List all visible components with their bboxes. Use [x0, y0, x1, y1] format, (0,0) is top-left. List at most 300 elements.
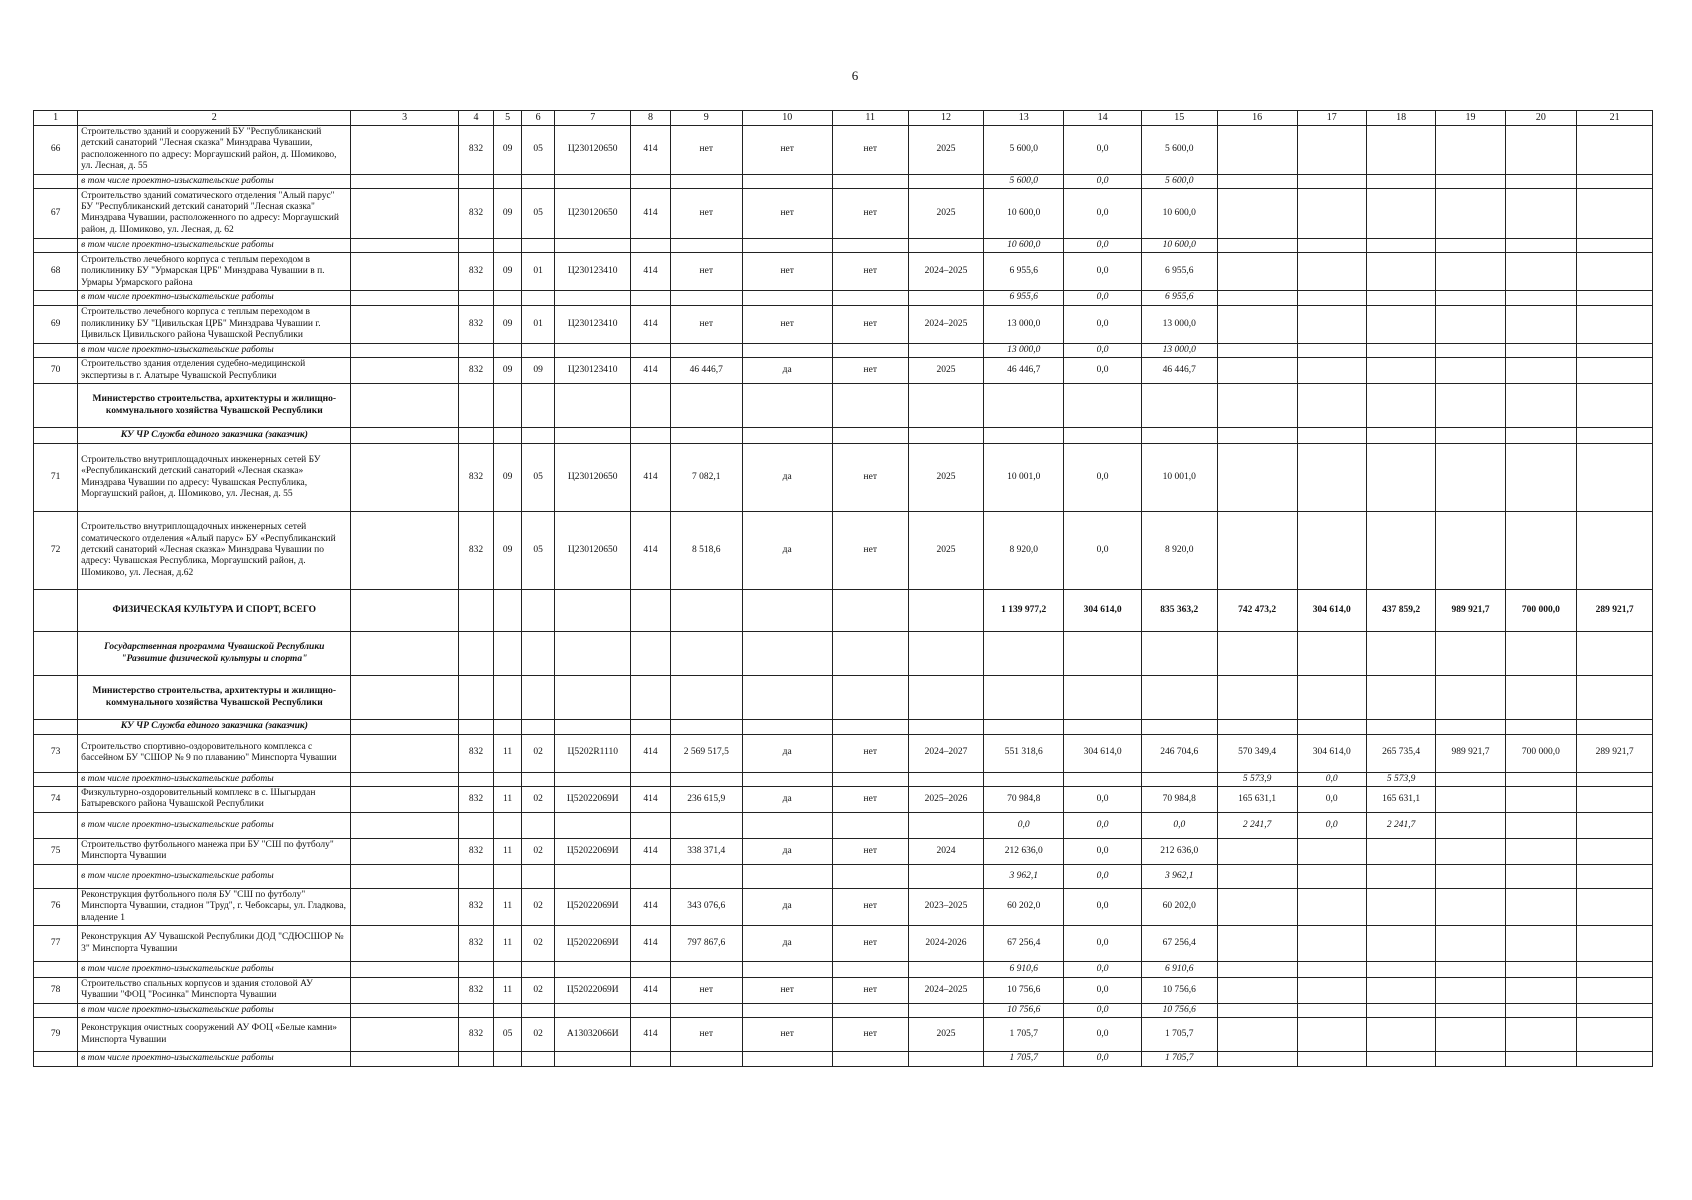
header-cell: 6	[521, 111, 555, 126]
table-cell: Ц230120650	[555, 444, 631, 512]
table-cell: 8 920,0	[984, 512, 1064, 590]
table-cell	[1297, 512, 1366, 590]
table-cell: 1 705,7	[984, 1018, 1064, 1052]
object-name-cell: Реконструкция футбольного поля БУ "СШ по футболу" Минспорта Чувашии, стадион "Труд", г. Чебоксары, ул. Гладкова, владение 1	[78, 888, 351, 925]
table-cell	[351, 358, 458, 384]
table-cell: Ц230123410	[555, 358, 631, 384]
header-cell: 1	[34, 111, 78, 126]
table-cell: 2023–2025	[908, 888, 984, 925]
table-cell: нет	[742, 978, 832, 1004]
table-cell: 414	[631, 188, 671, 238]
row-number-cell: 78	[34, 978, 78, 1004]
table-cell: нет	[671, 1018, 742, 1052]
table-cell	[351, 838, 458, 864]
object-name-cell: Строительство здания отделения судебно-медицинской экспертизы в г. Алатыре Чувашской Республики	[78, 358, 351, 384]
object-name-cell: Строительство зданий соматического отделения "Алый парус" БУ "Республиканский детский санаторий "Лесная сказка" Минздрава Чувашии, расположенного по адресу: Моргаушский район, д. Шомиково, ул. Лесная, д. 62	[78, 188, 351, 238]
table-cell	[1366, 838, 1435, 864]
table-cell	[1505, 1052, 1576, 1066]
table-cell	[1366, 126, 1435, 175]
table-cell	[908, 238, 984, 252]
table-cell	[351, 888, 458, 925]
table-cell: 1 705,7	[1141, 1018, 1217, 1052]
table-row	[34, 888, 1653, 925]
table-cell	[1366, 188, 1435, 238]
table-cell	[494, 291, 521, 305]
object-name-cell: Строительство спальных корпусов и здания столовой АУ Чувашии "ФОЦ "Росинка" Минспорта Чувашии	[78, 978, 351, 1004]
table-cell	[1436, 978, 1505, 1004]
table-cell	[1366, 305, 1435, 343]
table-cell	[1505, 720, 1576, 734]
table-cell	[1505, 384, 1576, 428]
table-cell: 10 600,0	[1141, 238, 1217, 252]
table-cell: нет	[832, 888, 908, 925]
table-cell: 05	[521, 188, 555, 238]
table-cell	[351, 1018, 458, 1052]
table-cell	[1505, 512, 1576, 590]
table-cell: Ц230123410	[555, 253, 631, 291]
table-cell: 0,0	[1297, 772, 1366, 786]
table-cell	[1366, 720, 1435, 734]
table-cell	[1141, 428, 1217, 444]
table-cell	[1366, 926, 1435, 962]
table-cell	[1366, 1052, 1435, 1066]
table-cell: 2024	[908, 838, 984, 864]
table-cell: нет	[742, 188, 832, 238]
table-cell	[1366, 978, 1435, 1004]
header-cell: 19	[1436, 111, 1505, 126]
table-cell: 1 705,7	[984, 1052, 1064, 1066]
table-cell	[458, 384, 494, 428]
table-cell: 2025	[908, 512, 984, 590]
table-cell: 414	[631, 734, 671, 772]
table-cell: 11	[494, 734, 521, 772]
table-cell	[1366, 864, 1435, 888]
table-cell	[631, 632, 671, 676]
table-cell	[521, 174, 555, 188]
table-cell	[1297, 238, 1366, 252]
table-cell	[1505, 174, 1576, 188]
table-cell	[742, 291, 832, 305]
table-cell	[351, 428, 458, 444]
table-cell	[1436, 384, 1505, 428]
table-cell	[1577, 126, 1653, 175]
table-cell	[1577, 358, 1653, 384]
table-cell	[458, 291, 494, 305]
table-cell: 304 614,0	[1297, 590, 1366, 632]
table-cell	[351, 384, 458, 428]
table-cell	[1366, 962, 1435, 978]
table-cell	[631, 772, 671, 786]
table-cell	[742, 812, 832, 838]
table-cell: 09	[494, 253, 521, 291]
table-cell	[1505, 1003, 1576, 1017]
table-cell: 2 569 517,5	[671, 734, 742, 772]
table-cell	[1505, 358, 1576, 384]
table-cell	[1577, 676, 1653, 720]
table-cell	[832, 428, 908, 444]
table-cell	[1505, 676, 1576, 720]
table-cell	[1366, 888, 1435, 925]
header-cell: 12	[908, 111, 984, 126]
program-heading-row	[34, 720, 1653, 734]
table-cell	[1577, 343, 1653, 357]
header-cell: 9	[671, 111, 742, 126]
table-cell	[1436, 1003, 1505, 1017]
table-cell	[1366, 253, 1435, 291]
table-cell	[555, 962, 631, 978]
table-cell: 09	[521, 358, 555, 384]
table-cell: 832	[458, 978, 494, 1004]
table-cell	[351, 238, 458, 252]
table-cell: 570 349,4	[1217, 734, 1297, 772]
table-cell: 02	[521, 888, 555, 925]
table-header-row	[34, 111, 1653, 126]
row-number-cell: 69	[34, 305, 78, 343]
table-cell	[1505, 632, 1576, 676]
table-cell: нет	[671, 188, 742, 238]
table-cell	[494, 812, 521, 838]
table-cell	[742, 962, 832, 978]
table-cell: 832	[458, 253, 494, 291]
table-cell	[1064, 720, 1142, 734]
row-number-cell: 73	[34, 734, 78, 772]
table-cell: 304 614,0	[1064, 734, 1142, 772]
table-cell	[1297, 838, 1366, 864]
table-cell	[1505, 428, 1576, 444]
table-cell: нет	[832, 786, 908, 812]
table-cell	[1297, 188, 1366, 238]
table-cell	[1436, 962, 1505, 978]
table-cell	[351, 253, 458, 291]
table-cell: 0,0	[1064, 358, 1142, 384]
table-cell	[1505, 812, 1576, 838]
table-cell: 832	[458, 444, 494, 512]
table-cell	[671, 676, 742, 720]
object-name-cell: в том числе проектно-изыскательские работы	[78, 1052, 351, 1066]
table-cell	[1577, 1018, 1653, 1052]
table-cell	[631, 428, 671, 444]
table-cell	[555, 590, 631, 632]
row-number-cell	[34, 238, 78, 252]
table-cell	[832, 384, 908, 428]
object-name-cell: Строительство лечебного корпуса с теплым переходом в поликлинику БУ "Цивильская ЦРБ" Минздрава Чувашии г. Цивильск Цивильского района Чувашской Республики	[78, 305, 351, 343]
table-cell	[671, 812, 742, 838]
row-number-cell: 76	[34, 888, 78, 925]
table-cell	[1141, 676, 1217, 720]
table-cell: 989 921,7	[1436, 590, 1505, 632]
table-cell	[631, 676, 671, 720]
table-cell	[458, 720, 494, 734]
table-cell	[555, 384, 631, 428]
table-cell	[34, 676, 78, 720]
table-cell: 10 001,0	[984, 444, 1064, 512]
table-cell	[351, 1003, 458, 1017]
table-cell: 414	[631, 926, 671, 962]
table-cell	[832, 864, 908, 888]
table-cell	[671, 962, 742, 978]
table-cell: 2024-2026	[908, 926, 984, 962]
table-cell	[671, 291, 742, 305]
table-cell	[351, 174, 458, 188]
table-cell	[1366, 428, 1435, 444]
table-cell: 0,0	[1064, 1052, 1142, 1066]
table-cell: 0,0	[1064, 1018, 1142, 1052]
table-cell	[494, 676, 521, 720]
table-cell	[631, 343, 671, 357]
table-cell	[671, 384, 742, 428]
section-title-cell: Государственная программа Чувашской Республики "Развитие физической культуры и спорта"	[78, 632, 351, 676]
table-cell	[494, 174, 521, 188]
table-cell	[742, 632, 832, 676]
table-cell	[984, 720, 1064, 734]
table-cell	[832, 632, 908, 676]
table-cell: 2024–2025	[908, 305, 984, 343]
table-cell: 01	[521, 253, 555, 291]
table-cell	[832, 676, 908, 720]
table-cell: 832	[458, 512, 494, 590]
table-cell	[1297, 1018, 1366, 1052]
table-row	[34, 126, 1653, 175]
table-cell	[521, 384, 555, 428]
table-cell: Ц230120650	[555, 188, 631, 238]
table-cell	[1217, 838, 1297, 864]
table-cell	[1436, 238, 1505, 252]
table-cell: 2025	[908, 1018, 984, 1052]
table-cell: Ц52022069И	[555, 786, 631, 812]
table-cell: 5 573,9	[1217, 772, 1297, 786]
row-number-cell	[34, 590, 78, 632]
table-cell: да	[742, 838, 832, 864]
table-cell	[1505, 838, 1576, 864]
header-cell: 7	[555, 111, 631, 126]
table-cell	[908, 343, 984, 357]
table-cell	[671, 238, 742, 252]
table-cell	[521, 962, 555, 978]
table-cell	[742, 238, 832, 252]
section-title-cell: КУ ЧР Служба единого заказчика (заказчик)	[78, 720, 351, 734]
object-name-cell: в том числе проектно-изыскательские работы	[78, 238, 351, 252]
table-cell	[521, 1052, 555, 1066]
table-cell	[1505, 962, 1576, 978]
row-number-cell	[34, 343, 78, 357]
table-cell: 09	[494, 126, 521, 175]
table-cell	[1297, 305, 1366, 343]
table-cell	[832, 1052, 908, 1066]
subtotal-row	[34, 962, 1653, 978]
table-cell	[908, 428, 984, 444]
table-cell: 13 000,0	[1141, 305, 1217, 343]
table-cell: 414	[631, 512, 671, 590]
table-cell: 414	[631, 1018, 671, 1052]
table-cell: нет	[832, 305, 908, 343]
table-cell: 0,0	[1064, 126, 1142, 175]
table-cell: 832	[458, 305, 494, 343]
table-cell	[494, 962, 521, 978]
table-cell: 414	[631, 786, 671, 812]
table-cell: нет	[742, 253, 832, 291]
table-cell: нет	[742, 126, 832, 175]
table-cell	[351, 590, 458, 632]
table-cell	[1577, 444, 1653, 512]
table-cell	[351, 962, 458, 978]
table-cell	[1577, 305, 1653, 343]
table-cell: 7 082,1	[671, 444, 742, 512]
table-cell	[1297, 444, 1366, 512]
table-cell: 10 756,6	[1141, 1003, 1217, 1017]
object-name-cell: Реконструкция АУ Чувашской Республики ДОД "СДЮСШОР № 3" Минспорта Чувашии	[78, 926, 351, 962]
table-cell	[34, 384, 78, 428]
table-cell	[555, 676, 631, 720]
table-cell: 0,0	[1141, 812, 1217, 838]
header-cell: 16	[1217, 111, 1297, 126]
table-cell	[458, 590, 494, 632]
table-cell	[351, 126, 458, 175]
table-cell	[1505, 978, 1576, 1004]
table-cell	[671, 1052, 742, 1066]
table-cell: 46 446,7	[671, 358, 742, 384]
object-name-cell: в том числе проектно-изыскательские работы	[78, 343, 351, 357]
table-cell: 0,0	[1297, 812, 1366, 838]
table-cell	[742, 343, 832, 357]
table-cell: 832	[458, 888, 494, 925]
table-cell: нет	[832, 253, 908, 291]
table-cell	[351, 720, 458, 734]
table-cell: 989 921,7	[1436, 734, 1505, 772]
table-cell: 700 000,0	[1505, 734, 1576, 772]
table-cell: 2025	[908, 126, 984, 175]
table-cell: нет	[742, 1018, 832, 1052]
table-cell	[742, 772, 832, 786]
table-cell	[1217, 291, 1297, 305]
table-cell: 304 614,0	[1064, 590, 1142, 632]
table-cell	[1366, 676, 1435, 720]
table-cell: 11	[494, 786, 521, 812]
table-row	[34, 734, 1653, 772]
table-cell: 0,0	[1064, 174, 1142, 188]
table-cell: 09	[494, 188, 521, 238]
table-cell	[1505, 126, 1576, 175]
table-cell	[1505, 926, 1576, 962]
table-cell: нет	[832, 734, 908, 772]
table-cell: 0,0	[1064, 188, 1142, 238]
table-cell	[351, 786, 458, 812]
page-number: 6	[851, 68, 859, 83]
table-cell	[494, 1052, 521, 1066]
table-cell	[1577, 1003, 1653, 1017]
table-cell	[1217, 358, 1297, 384]
table-cell	[671, 590, 742, 632]
header-cell: 13	[984, 111, 1064, 126]
table-cell	[1217, 1052, 1297, 1066]
table-cell: 60 202,0	[984, 888, 1064, 925]
table-cell	[555, 720, 631, 734]
table-cell	[631, 1003, 671, 1017]
object-name-cell: Строительство спортивно-оздоровительного комплекса с бассейном БУ "СШОР № 9 по плаванию" Минспорта Чувашии	[78, 734, 351, 772]
table-cell	[1505, 888, 1576, 925]
table-cell	[1217, 253, 1297, 291]
table-cell	[1505, 444, 1576, 512]
table-cell	[631, 1052, 671, 1066]
table-cell: нет	[832, 444, 908, 512]
table-cell	[631, 238, 671, 252]
table-cell: 0,0	[984, 812, 1064, 838]
subtotal-row	[34, 291, 1653, 305]
table-cell	[521, 238, 555, 252]
table-cell	[671, 428, 742, 444]
table-cell	[458, 1003, 494, 1017]
table-cell: Ц52022069И	[555, 926, 631, 962]
table-cell	[1505, 253, 1576, 291]
row-number-cell	[34, 864, 78, 888]
table-cell	[1297, 1052, 1366, 1066]
table-cell: 742 473,2	[1217, 590, 1297, 632]
table-cell: 09	[494, 512, 521, 590]
table-cell	[555, 428, 631, 444]
table-cell	[1577, 772, 1653, 786]
table-cell	[521, 812, 555, 838]
header-cell: 15	[1141, 111, 1217, 126]
table-cell	[1577, 888, 1653, 925]
table-cell	[521, 291, 555, 305]
table-cell: 2025	[908, 188, 984, 238]
header-cell: 8	[631, 111, 671, 126]
row-number-cell	[34, 772, 78, 786]
table-cell	[1436, 358, 1505, 384]
table-cell: нет	[671, 305, 742, 343]
table-cell	[1297, 384, 1366, 428]
table-cell: 5 600,0	[1141, 126, 1217, 175]
table-cell: 343 076,6	[671, 888, 742, 925]
table-cell	[555, 632, 631, 676]
table-cell: да	[742, 926, 832, 962]
table-cell	[832, 720, 908, 734]
table-cell	[458, 962, 494, 978]
table-cell	[1297, 962, 1366, 978]
table-cell	[1297, 888, 1366, 925]
table-cell: нет	[832, 188, 908, 238]
table-cell	[494, 590, 521, 632]
table-cell	[351, 444, 458, 512]
table-cell: да	[742, 888, 832, 925]
table-cell: 165 631,1	[1217, 786, 1297, 812]
table-cell	[1217, 978, 1297, 1004]
table-cell: 46 446,7	[1141, 358, 1217, 384]
table-cell	[1577, 926, 1653, 962]
table-cell: 1 139 977,2	[984, 590, 1064, 632]
table-cell: 0,0	[1064, 864, 1142, 888]
table-cell	[458, 864, 494, 888]
table-cell: 3 962,1	[984, 864, 1064, 888]
table-row	[34, 253, 1653, 291]
subtotal-row	[34, 174, 1653, 188]
section-title-cell: Министерство строительства, архитектуры и жилищно-коммунального хозяйства Чувашской Республики	[78, 676, 351, 720]
table-cell: 0,0	[1064, 962, 1142, 978]
table-cell	[742, 384, 832, 428]
table-cell	[1217, 444, 1297, 512]
row-number-cell	[34, 174, 78, 188]
table-cell: 2 241,7	[1217, 812, 1297, 838]
subtotal-row	[34, 343, 1653, 357]
table-cell	[34, 632, 78, 676]
object-name-cell: Строительство футбольного манежа при БУ "СШ по футболу" Минспорта Чувашии	[78, 838, 351, 864]
table-cell: Ц5202R1110	[555, 734, 631, 772]
table-cell	[1577, 812, 1653, 838]
table-cell	[1436, 926, 1505, 962]
table-cell: 5 600,0	[984, 174, 1064, 188]
table-cell	[521, 590, 555, 632]
table-cell: 832	[458, 926, 494, 962]
table-cell	[1366, 384, 1435, 428]
